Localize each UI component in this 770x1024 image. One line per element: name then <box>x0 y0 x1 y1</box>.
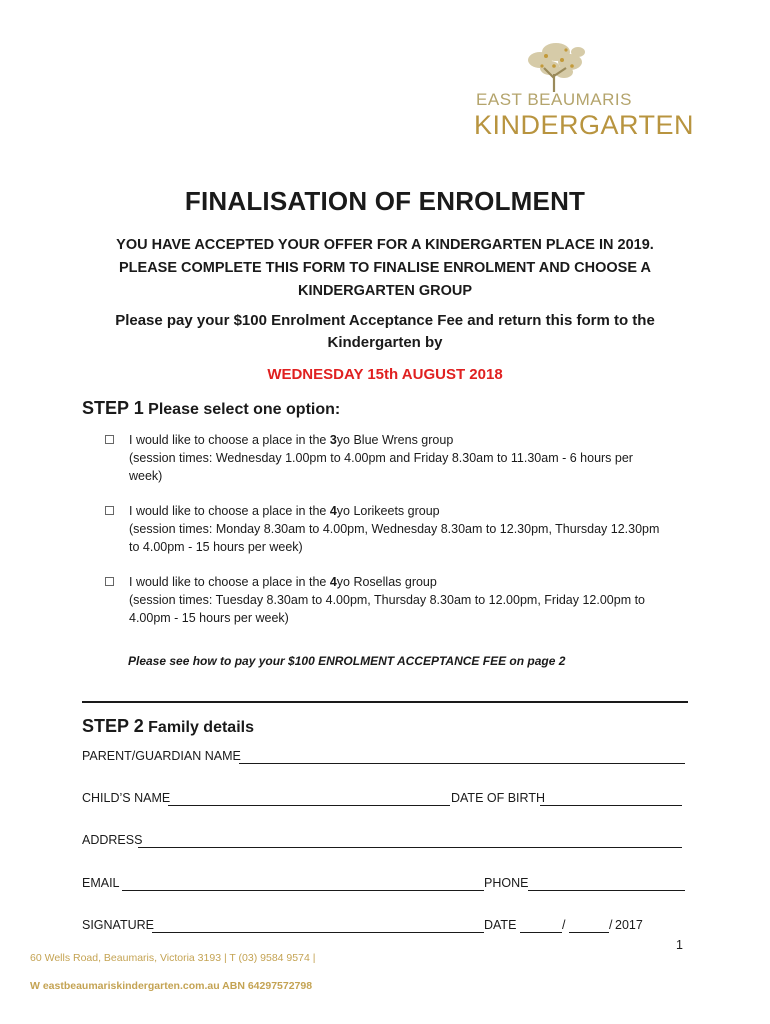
payment-note: Please see how to pay your $100 ENROLMENT ACCEPTANCE FEE on page 2 <box>128 654 566 668</box>
logo-text-east-beaumaris: EAST BEAUMARIS <box>476 90 632 109</box>
email-line[interactable] <box>122 890 484 891</box>
option-text: I would like to choose a place in the 4yo Rosellas group (session times: Tuesday 8.30am to 4.00pm, Thursday 8.30am to 12.00pm, Friday 12.00pm to 4.00pm - 15 hours per week) <box>129 575 646 625</box>
date-separator: / <box>562 918 566 932</box>
address-field[interactable] <box>82 833 686 851</box>
child-name-label: CHILD’S NAME <box>82 791 171 805</box>
subtitle-line-1: YOU HAVE ACCEPTED YOUR OFFER FOR A KINDERGARTEN PLACE IN 2019. <box>116 237 654 253</box>
date-day-line[interactable] <box>520 932 562 933</box>
child-name-line[interactable] <box>168 805 450 806</box>
child-name-row[interactable] <box>82 791 686 809</box>
subtitle-line-3: KINDERGARTEN GROUP <box>297 283 472 299</box>
option-checkbox[interactable] <box>105 577 114 586</box>
email-phone-row[interactable] <box>82 876 686 894</box>
step2-label: STEP 2 <box>82 716 144 736</box>
step1-label: STEP 1 <box>82 398 144 418</box>
deadline-date: WEDNESDAY 15th AUGUST 2018 <box>267 366 503 383</box>
step2-heading <box>82 716 254 737</box>
date-of-birth-line[interactable] <box>540 805 682 806</box>
address-line[interactable] <box>138 847 682 848</box>
footer-address: 60 Wells Road, Beaumaris, Victoria 3193 | T (03) 9584 9574 | <box>30 952 316 964</box>
step2-title: Family details <box>148 719 254 736</box>
date-month-line[interactable] <box>569 932 609 933</box>
payment-line-1: Please pay your $100 Enrolment Acceptance Fee and return this form to the <box>115 312 655 329</box>
signature-label: SIGNATURE <box>82 918 154 932</box>
signature-row[interactable] <box>82 918 686 936</box>
option-text: I would like to choose a place in the 3yo Blue Wrens group (session times: Wednesday 1.00pm to 4.00pm and Friday 8.30am to 11.30am - 6 hours per week) <box>129 433 633 483</box>
date-separator: / <box>609 918 613 932</box>
subtitle-line-2: PLEASE COMPLETE THIS FORM TO FINALISE ENROLMENT AND CHOOSE A <box>119 260 651 276</box>
parent-name-label: PARENT/GUARDIAN NAME <box>82 749 241 763</box>
phone-label: PHONE <box>484 876 529 890</box>
payment-line-2: Kindergarten by <box>327 334 443 351</box>
subtitle <box>90 234 680 303</box>
date-of-birth-label: DATE OF BIRTH <box>451 791 545 805</box>
logo-text-kindergarten: KINDERGARTEN <box>474 110 695 140</box>
signature-line[interactable] <box>152 932 484 933</box>
section-divider <box>82 701 688 703</box>
footer-website: W eastbeaumariskindergarten.com.au ABN 64297572798 <box>30 980 313 992</box>
tree-icon <box>504 40 604 92</box>
parent-name-line[interactable] <box>239 763 685 764</box>
page-number: 1 <box>676 938 683 952</box>
email-label: EMAIL <box>82 876 120 890</box>
payment-instructions <box>90 310 680 354</box>
step1-title: Please select one option: <box>148 401 341 418</box>
date-year: 2017 <box>615 918 643 932</box>
kindergarten-logo <box>474 40 695 140</box>
step1-heading <box>82 398 340 419</box>
address-label: ADDRESS <box>82 833 143 847</box>
option-text: I would like to choose a place in the 4yo Lorikeets group (session times: Monday 8.30am to 4.00pm, Wednesday 8.30am to 12.30pm, Thursday 12.30pm to 4.00pm - 15 hours per week) <box>129 504 660 554</box>
page-title: FINALISATION OF ENROLMENT <box>184 186 586 216</box>
parent-name-field[interactable] <box>82 749 686 767</box>
option-checkbox[interactable] <box>105 435 114 444</box>
option-checkbox[interactable] <box>105 506 114 515</box>
date-label: DATE <box>484 918 517 932</box>
phone-line[interactable] <box>528 890 685 891</box>
